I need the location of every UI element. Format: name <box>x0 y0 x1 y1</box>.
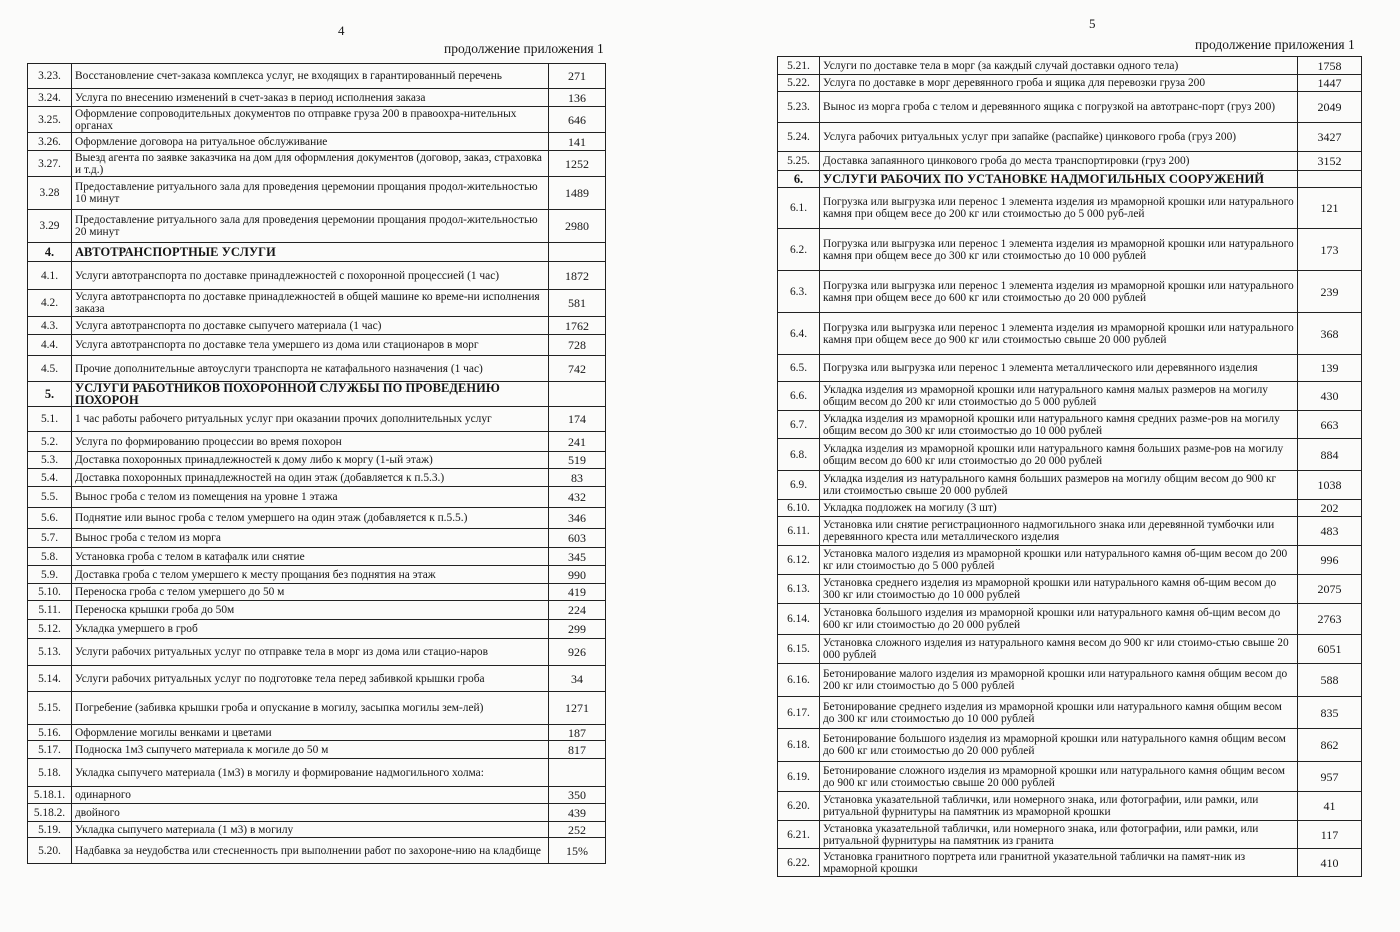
service-price: 368 <box>1298 313 1362 355</box>
section-header-row <box>778 171 1362 188</box>
section-header-row <box>28 382 606 407</box>
service-name: Погрузка или выгрузка или перенос 1 элемента изделия из мраморной крошки или натурального камня при общем весе до 200 кг или стоимостью до 5 000 руб-лей <box>820 188 1298 229</box>
table-row <box>28 210 606 243</box>
service-name: Укладка изделия из натурального камня больших размеров на могилу общим весом до 900 кг или стоимостью свыше 20 000 рублей <box>820 471 1298 500</box>
row-number: 6.5. <box>778 355 820 382</box>
table-row <box>28 787 606 804</box>
table-row <box>28 262 606 290</box>
table-row <box>28 620 606 639</box>
service-name: Погрузка или выгрузка или перенос 1 элемента изделия из мраморной крошки или натурального камня при общем весе до 600 кг или стоимостью до 20 000 рублей <box>820 271 1298 313</box>
service-price: 271 <box>549 64 606 89</box>
service-name: Услуга автотранспорта по доставке принадлежностей в общей машине ко време-ни исполнения заказа <box>72 290 549 317</box>
page-number: 4 <box>338 23 345 38</box>
service-name: Вынос из морга гроба с телом и деревянного ящика с погрузкой на автотранс-порт (груз 200) <box>820 92 1298 123</box>
service-name: Укладка изделия из мраморной крошки или натурального камня малых размеров на могилу общим весом до 200 кг или стоимостью до 5 000 рублей <box>820 382 1298 411</box>
row-number: 5.18.2. <box>28 804 72 822</box>
service-name: Оформление могилы венками и цветами <box>72 725 549 741</box>
service-price <box>549 382 606 407</box>
row-number: 6.22. <box>778 849 820 877</box>
row-number: 5.3. <box>28 452 72 469</box>
service-price: 742 <box>549 356 606 382</box>
service-price: 410 <box>1298 849 1362 877</box>
service-price: 6051 <box>1298 635 1362 664</box>
table-row <box>28 107 606 133</box>
row-number: 5.24. <box>778 123 820 152</box>
service-price: 34 <box>549 666 606 692</box>
service-price: 121 <box>1298 188 1362 229</box>
row-number: 5.15. <box>28 692 72 725</box>
service-name: Услуги рабочих ритуальных услуг по подготовке тела перед забивкой крышки гроба <box>72 666 549 692</box>
row-number: 5.20. <box>28 838 72 864</box>
table-row <box>778 152 1362 171</box>
table-row <box>28 432 606 452</box>
row-number: 6. <box>778 171 820 188</box>
service-price: 173 <box>1298 229 1362 271</box>
row-number: 6.4. <box>778 313 820 355</box>
service-price: 728 <box>549 335 606 356</box>
service-name: Доставка гроба с телом умершего к месту прощания без поднятия на этаж <box>72 566 549 584</box>
service-name: Услуга автотранспорта по доставке сыпучего материала (1 час) <box>72 317 549 335</box>
table-row <box>778 500 1362 517</box>
service-price: 1038 <box>1298 471 1362 500</box>
row-number: 5.10. <box>28 584 72 601</box>
service-price: 588 <box>1298 664 1362 697</box>
table-row <box>28 508 606 529</box>
service-price: 926 <box>549 639 606 666</box>
row-number: 3.24. <box>28 89 72 107</box>
table-row <box>28 692 606 725</box>
service-name: Укладка изделия из мраморной крошки или натурального камня средних разме-ров на могилу общим весом до 300 кг или стоимостью до 10 000 рублей <box>820 411 1298 439</box>
table-row <box>778 575 1362 604</box>
table-row <box>28 584 606 601</box>
service-price: 83 <box>549 469 606 487</box>
service-name: Доставка похоронных принадлежностей к дому либо к моргу (1-ый этаж) <box>72 452 549 469</box>
service-name: Переноска гроба с телом умершего до 50 м <box>72 584 549 601</box>
table-row <box>28 317 606 335</box>
row-number: 5.2. <box>28 432 72 452</box>
row-number: 6.18. <box>778 729 820 762</box>
row-number: 3.23. <box>28 64 72 89</box>
service-price: 1252 <box>549 151 606 177</box>
service-price: 603 <box>549 529 606 548</box>
service-name: Установка указательной таблички, или номерного знака, или фотографии, или рамки, или ритуальной фурнитуры на памятник из мраморной крошки <box>820 792 1298 821</box>
service-name: Услуга рабочих ритуальных услуг при запайке (распайке) цинкового гроба (груз 200) <box>820 123 1298 152</box>
service-name: Поднятие или вынос гроба с телом умершего на один этаж (добавляется к п.5.5.) <box>72 508 549 529</box>
table-row <box>778 635 1362 664</box>
service-name: Подноска 1м3 сыпучего материала к могиле до 50 м <box>72 741 549 759</box>
service-name: Бетонирование среднего изделия из мраморной крошки или натурального камня общим весом до 300 кг или стоимостью до 10 000 рублей <box>820 697 1298 729</box>
row-number: 3.25. <box>28 107 72 133</box>
row-number: 3.29 <box>28 210 72 243</box>
service-name: Бетонирование большого изделия из мраморной крошки или натурального камня общим весом до 600 кг или стоимостью до 20 000 рублей <box>820 729 1298 762</box>
row-number: 6.17. <box>778 697 820 729</box>
row-number: 6.21. <box>778 821 820 849</box>
service-price: 1489 <box>549 177 606 210</box>
row-number: 4.5. <box>28 356 72 382</box>
price-table <box>777 56 1362 877</box>
table-row <box>28 838 606 864</box>
table-row <box>28 548 606 566</box>
service-price: 202 <box>1298 500 1362 517</box>
continuation-label: продолжение приложения 1 <box>444 41 604 56</box>
service-price: 139 <box>1298 355 1362 382</box>
row-number: 5.5. <box>28 487 72 508</box>
service-price: 299 <box>549 620 606 639</box>
service-price: 2075 <box>1298 575 1362 604</box>
service-price: 862 <box>1298 729 1362 762</box>
row-number: 3.26. <box>28 133 72 151</box>
service-name: УСЛУГИ РАБОТНИКОВ ПОХОРОННОЙ СЛУЖБЫ ПО ПРОВЕДЕНИЮ ПОХОРОН <box>72 382 549 407</box>
service-price: 884 <box>1298 439 1362 471</box>
service-name: Доставка запаянного цинкового гроба до места транспортировки (груз 200) <box>820 152 1298 171</box>
table-row <box>28 177 606 210</box>
service-price: 996 <box>1298 546 1362 575</box>
table-row <box>778 729 1362 762</box>
service-name: двойного <box>72 804 549 822</box>
table-row <box>28 356 606 382</box>
row-number: 6.8. <box>778 439 820 471</box>
service-price: 239 <box>1298 271 1362 313</box>
service-name: Услуги автотранспорта по доставке принадлежностей с похоронной процессией (1 час) <box>72 262 549 290</box>
service-name: Выезд агента по заявке заказчика на дом для оформления документов (договор, заказ, страховка и т.д.) <box>72 151 549 177</box>
service-name: Установка указательной таблички, или номерного знака, или фотографии, или рамки, или ритуальной фурнитуры на памятник из гранита <box>820 821 1298 849</box>
service-name: Бетонирование сложного изделия из мраморной крошки или натурального камня общим весом до 900 кг или стоимостью свыше 20 000 рублей <box>820 762 1298 792</box>
service-name: Услуга по доставке в морг деревянного гроба и ящика для перевозки груза 200 <box>820 75 1298 92</box>
table-row <box>778 517 1362 546</box>
table-row <box>778 664 1362 697</box>
service-name: Установка сложного изделия из натурального камня весом до 900 кг или стоимо-стью свыше 20 000 рублей <box>820 635 1298 664</box>
service-name: АВТОТРАНСПОРТНЫЕ УСЛУГИ <box>72 243 549 262</box>
service-name: Бетонирование малого изделия из мраморной крошки или натурального камня общим весом до 200 кг или стоимостью до 5 000 рублей <box>820 664 1298 697</box>
table-row <box>28 639 606 666</box>
service-name: Установка гранитного портрета или гранитной указательной таблички на памят-ник из мраморной крошки <box>820 849 1298 877</box>
service-price: 1271 <box>549 692 606 725</box>
service-name: Установка или снятие регистрационного надмогильного знака или деревянной тумбочки или деревянного креста или металлического изделия <box>820 517 1298 546</box>
row-number: 5.17. <box>28 741 72 759</box>
service-name: Вынос гроба с телом из помещения на уровне 1 этажа <box>72 487 549 508</box>
row-number: 4.3. <box>28 317 72 335</box>
row-number: 6.7. <box>778 411 820 439</box>
service-name: Погрузка или выгрузка или перенос 1 элемента металлического или деревянного изделия <box>820 355 1298 382</box>
table-row <box>778 123 1362 152</box>
row-number: 6.2. <box>778 229 820 271</box>
table-row <box>28 822 606 838</box>
row-number: 5.14. <box>28 666 72 692</box>
service-price: 835 <box>1298 697 1362 729</box>
table-row <box>778 792 1362 821</box>
row-number: 6.9. <box>778 471 820 500</box>
service-name: Погрузка или выгрузка или перенос 1 элемента изделия из мраморной крошки или натурального камня при общем весе до 300 кг или стоимостью до 10 000 рублей <box>820 229 1298 271</box>
table-row <box>28 529 606 548</box>
continuation-label: продолжение приложения 1 <box>1195 37 1355 52</box>
table-row <box>28 89 606 107</box>
service-name: Укладка сыпучего материала (1м3) в могилу и формирование надмогильного холма: <box>72 759 549 787</box>
service-price: 1447 <box>1298 75 1362 92</box>
service-price: 117 <box>1298 821 1362 849</box>
right-page <box>700 0 1400 932</box>
section-header-row <box>28 243 606 262</box>
row-number: 4.2. <box>28 290 72 317</box>
service-price: 350 <box>549 787 606 804</box>
service-name: Прочие дополнительные автоуслуги транспорта не катафального назначения (1 час) <box>72 356 549 382</box>
service-price: 141 <box>549 133 606 151</box>
row-number: 5.13. <box>28 639 72 666</box>
service-price: 187 <box>549 725 606 741</box>
row-number: 5.1. <box>28 407 72 432</box>
service-price: 432 <box>549 487 606 508</box>
service-name: Укладка умершего в гроб <box>72 620 549 639</box>
service-name: Оформление сопроводительных документов по отправке груза 200 в правоохра-нительных органах <box>72 107 549 133</box>
service-name: Погрузка или выгрузка или перенос 1 элемента изделия из мраморной крошки или натурального камня при общем весе до 900 кг или стоимостью свыше 20 000 рублей <box>820 313 1298 355</box>
table-row <box>778 762 1362 792</box>
table-row <box>28 290 606 317</box>
row-number: 5.7. <box>28 529 72 548</box>
service-name: Восстановление счет-заказа комплекса услуг, не входящих в гарантированный перечень <box>72 64 549 89</box>
row-number: 5.18.1. <box>28 787 72 804</box>
row-number: 6.13. <box>778 575 820 604</box>
row-number: 3.27. <box>28 151 72 177</box>
row-number: 6.14. <box>778 604 820 635</box>
service-price: 430 <box>1298 382 1362 411</box>
row-number: 6.6. <box>778 382 820 411</box>
service-price: 1872 <box>549 262 606 290</box>
service-name: Надбавка за неудобства или стесненность при выполнении работ по захороне-нию на кладбище <box>72 838 549 864</box>
service-price: 3427 <box>1298 123 1362 152</box>
table-row <box>28 804 606 822</box>
service-price: 252 <box>549 822 606 838</box>
service-name: 1 час работы рабочего ритуальных услуг при оказании прочих дополнительных услуг <box>72 407 549 432</box>
service-price <box>549 759 606 787</box>
table-row <box>778 821 1362 849</box>
service-name: Установка большого изделия из мраморной крошки или натурального камня об-щим весом до 600 кг или стоимостью до 20 000 рублей <box>820 604 1298 635</box>
service-price: 1762 <box>549 317 606 335</box>
service-price: 990 <box>549 566 606 584</box>
table-row <box>28 666 606 692</box>
service-price: 439 <box>549 804 606 822</box>
table-row <box>28 725 606 741</box>
row-number: 5.9. <box>28 566 72 584</box>
service-price: 519 <box>549 452 606 469</box>
service-price <box>1298 171 1362 188</box>
row-number: 5. <box>28 382 72 407</box>
service-price: 224 <box>549 601 606 620</box>
service-price: 15% <box>549 838 606 864</box>
service-name: Доставка похоронных принадлежностей на один этаж (добавляется к п.5.3.) <box>72 469 549 487</box>
row-number: 6.3. <box>778 271 820 313</box>
service-name: Укладка сыпучего материала (1 м3) в могилу <box>72 822 549 838</box>
service-name: Услуга по внесению изменений в счет-заказ в период исполнения заказа <box>72 89 549 107</box>
service-name: одинарного <box>72 787 549 804</box>
table-row <box>28 759 606 787</box>
row-number: 6.19. <box>778 762 820 792</box>
table-row <box>778 697 1362 729</box>
row-number: 5.4. <box>28 469 72 487</box>
service-price: 241 <box>549 432 606 452</box>
service-name: Вынос гроба с телом из морга <box>72 529 549 548</box>
service-name: УСЛУГИ РАБОЧИХ ПО УСТАНОВКЕ НАДМОГИЛЬНЫХ СООРУЖЕНИЙ <box>820 171 1298 188</box>
service-price: 346 <box>549 508 606 529</box>
table-row <box>28 469 606 487</box>
service-name: Оформление договора на ритуальное обслуживание <box>72 133 549 151</box>
table-row <box>28 335 606 356</box>
table-row <box>28 487 606 508</box>
service-name: Установка гроба с телом в катафалк или снятие <box>72 548 549 566</box>
table-row <box>28 601 606 620</box>
row-number: 5.11. <box>28 601 72 620</box>
service-price: 3152 <box>1298 152 1362 171</box>
row-number: 5.6. <box>28 508 72 529</box>
table-row <box>778 188 1362 229</box>
row-number: 6.10. <box>778 500 820 517</box>
row-number: 5.23. <box>778 92 820 123</box>
table-row <box>28 452 606 469</box>
price-table <box>27 63 606 864</box>
row-number: 4.1. <box>28 262 72 290</box>
service-name: Укладка подложек на могилу (3 шт) <box>820 500 1298 517</box>
service-price: 2049 <box>1298 92 1362 123</box>
service-price: 345 <box>549 548 606 566</box>
service-name: Установка среднего изделия из мраморной крошки или натурального камня об-щим весом до 300 кг или стоимостью до 10 000 рублей <box>820 575 1298 604</box>
row-number: 4.4. <box>28 335 72 356</box>
service-price: 2763 <box>1298 604 1362 635</box>
row-number: 6.11. <box>778 517 820 546</box>
table-row <box>778 546 1362 575</box>
row-number: 3.28 <box>28 177 72 210</box>
service-name: Переноска крышки гроба до 50м <box>72 601 549 620</box>
table-row <box>778 849 1362 877</box>
table-row <box>28 133 606 151</box>
row-number: 6.20. <box>778 792 820 821</box>
service-price: 581 <box>549 290 606 317</box>
service-name: Услуга по формированию процессии во время похорон <box>72 432 549 452</box>
table-row <box>778 229 1362 271</box>
row-number: 5.8. <box>28 548 72 566</box>
service-price: 174 <box>549 407 606 432</box>
service-price: 817 <box>549 741 606 759</box>
service-name: Установка малого изделия из мраморной крошки или натурального камня об-щим весом до 200 кг или стоимостью до 5 000 рублей <box>820 546 1298 575</box>
table-row <box>28 566 606 584</box>
service-name: Укладка изделия из мраморной крошки или натурального камня больших разме-ров на могилу общим весом до 600 кг или стоимостью до 20 000 рублей <box>820 439 1298 471</box>
table-row <box>28 741 606 759</box>
row-number: 5.16. <box>28 725 72 741</box>
service-name: Предоставление ритуального зала для проведения церемонии прощания продол-жительностью 20 минут <box>72 210 549 243</box>
service-price: 483 <box>1298 517 1362 546</box>
row-number: 6.12. <box>778 546 820 575</box>
service-price: 646 <box>549 107 606 133</box>
table-row <box>778 439 1362 471</box>
table-row <box>778 382 1362 411</box>
row-number: 5.22. <box>778 75 820 92</box>
table-row <box>778 411 1362 439</box>
row-number: 5.12. <box>28 620 72 639</box>
service-price: 419 <box>549 584 606 601</box>
service-price: 663 <box>1298 411 1362 439</box>
table-row <box>28 64 606 89</box>
table-row <box>778 271 1362 313</box>
service-name: Услуги рабочих ритуальных услуг по отправке тела в морг из дома или стацио-наров <box>72 639 549 666</box>
row-number: 6.1. <box>778 188 820 229</box>
table-row <box>28 151 606 177</box>
table-row <box>28 407 606 432</box>
table-row <box>778 313 1362 355</box>
table-row <box>778 604 1362 635</box>
table-row <box>778 355 1362 382</box>
service-price: 136 <box>549 89 606 107</box>
row-number: 5.21. <box>778 57 820 75</box>
row-number: 5.18. <box>28 759 72 787</box>
service-price <box>549 243 606 262</box>
table-row <box>778 75 1362 92</box>
row-number: 6.16. <box>778 664 820 697</box>
service-name: Погребение (забивка крышки гроба и опускание в могилу, засыпка могилы зем-лей) <box>72 692 549 725</box>
service-price: 1758 <box>1298 57 1362 75</box>
service-name: Услуга автотранспорта по доставке тела умершего из дома или стационаров в морг <box>72 335 549 356</box>
table-row <box>778 57 1362 75</box>
service-name: Предоставление ритуального зала для проведения церемонии прощания продол-жительностью 10 минут <box>72 177 549 210</box>
row-number: 6.15. <box>778 635 820 664</box>
service-name: Услуги по доставке тела в морг (за каждый случай доставки одного тела) <box>820 57 1298 75</box>
row-number: 4. <box>28 243 72 262</box>
service-price: 957 <box>1298 762 1362 792</box>
row-number: 5.19. <box>28 822 72 838</box>
page-number: 5 <box>1089 16 1096 31</box>
row-number: 5.25. <box>778 152 820 171</box>
service-price: 41 <box>1298 792 1362 821</box>
table-row <box>778 471 1362 500</box>
table-row <box>778 92 1362 123</box>
service-price: 2980 <box>549 210 606 243</box>
